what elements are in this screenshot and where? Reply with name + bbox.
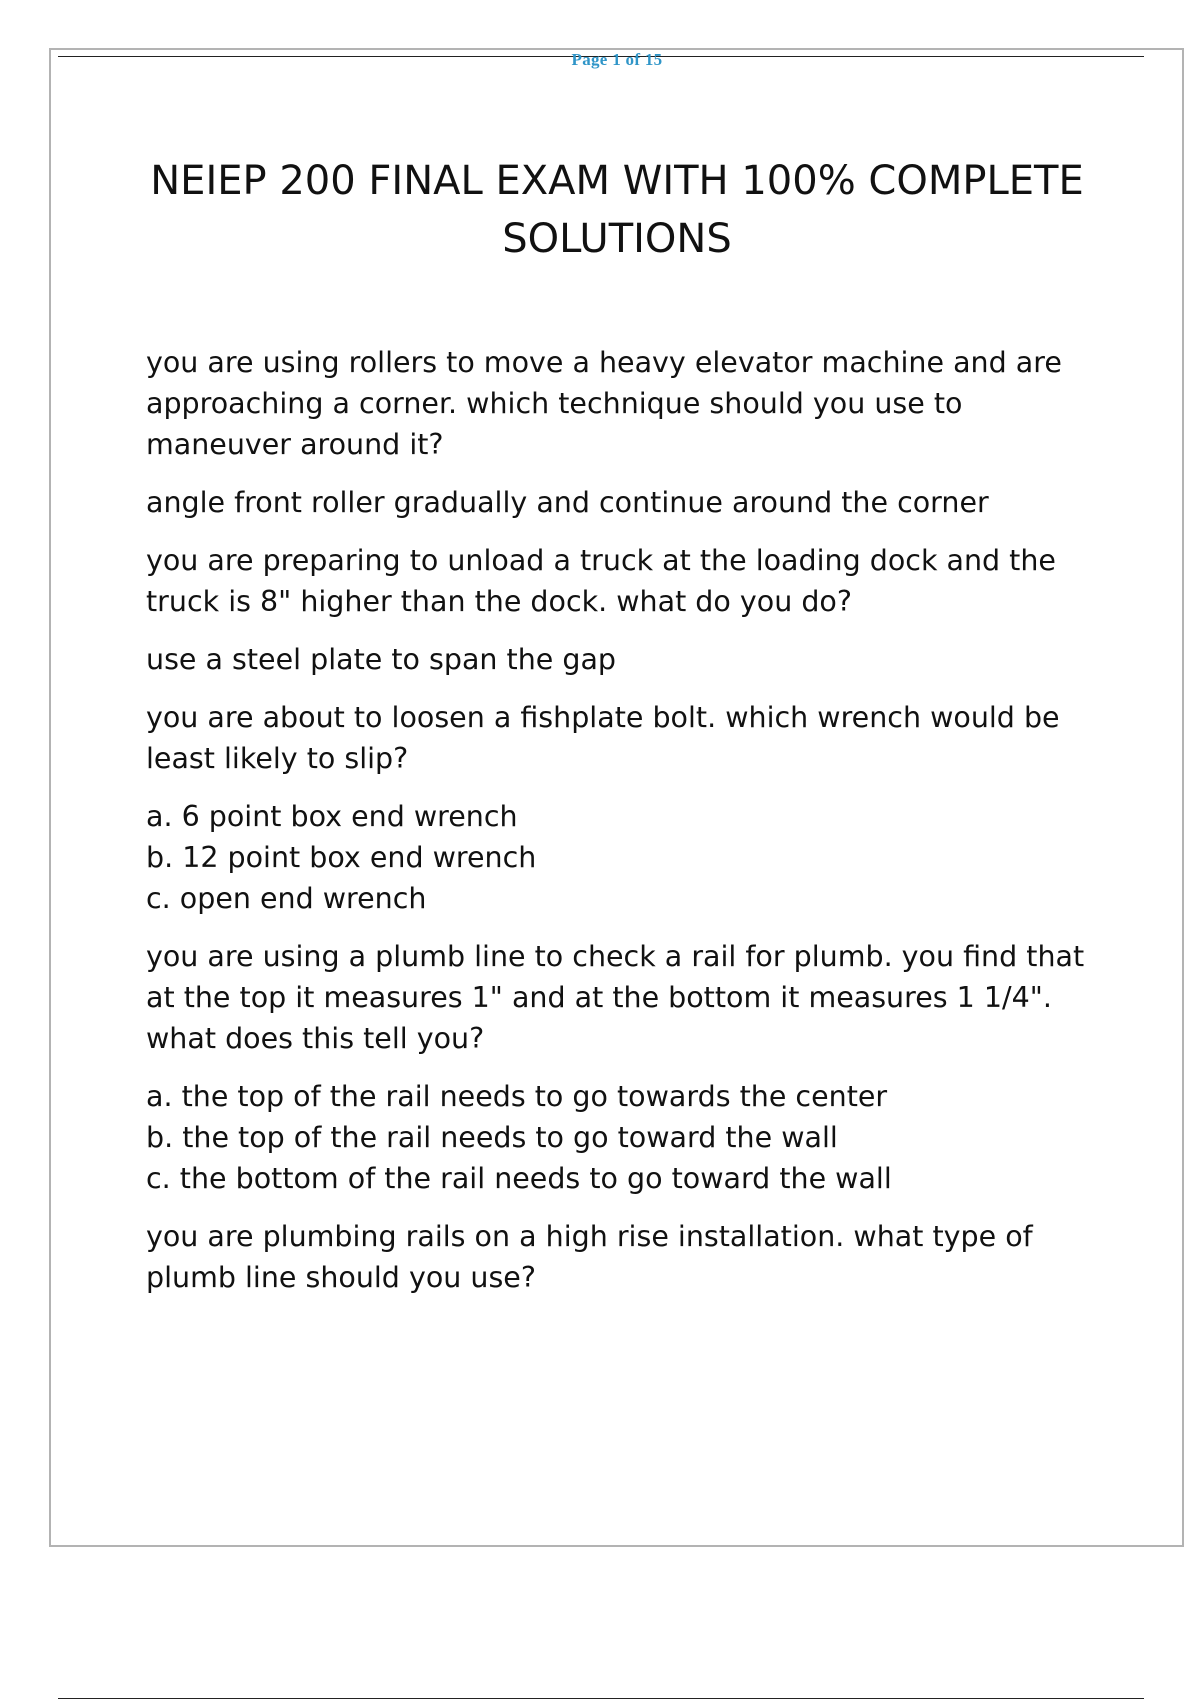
- document-title: NEIEP 200 FINAL EXAM WITH 100% COMPLETE SOLUTIONS: [150, 158, 1084, 262]
- footer-rule: [58, 1698, 1144, 1699]
- page-number: Page 1 of 15: [571, 50, 663, 69]
- answer-2: use a steel plate to span the gap: [146, 643, 617, 676]
- options-4: [146, 1076, 1106, 1199]
- option-item: c. open end wrench: [146, 882, 427, 915]
- option-item: a. the top of the rail needs to go towards the center: [146, 1080, 888, 1113]
- question-3: you are about to loosen a fishplate bolt. which wrench would be least likely to slip?: [146, 701, 1060, 775]
- option-item: b. the top of the rail needs to go toward the wall: [146, 1121, 838, 1154]
- option-item: b. 12 point box end wrench: [146, 841, 537, 874]
- option-item: a. 6 point box end wrench: [146, 800, 518, 833]
- option-item: c. the bottom of the rail needs to go toward the wall: [146, 1162, 892, 1195]
- question-1: you are using rollers to move a heavy elevator machine and are approaching a corner. which technique should you use to maneuver around it?: [146, 346, 1062, 461]
- options-3: [146, 796, 1106, 919]
- question-5: you are plumbing rails on a high rise installation. what type of plumb line should you use?: [146, 1220, 1033, 1294]
- exam-content: [146, 342, 1106, 1315]
- question-2: you are preparing to unload a truck at the loading dock and the truck is 8" higher than the dock. what do you do?: [146, 544, 1056, 618]
- question-4: you are using a plumb line to check a rail for plumb. you find that at the top it measures 1" and at the bottom it measures 1 1/4". what does this tell you?: [146, 940, 1085, 1055]
- answer-1: angle front roller gradually and continue around the corner: [146, 486, 989, 519]
